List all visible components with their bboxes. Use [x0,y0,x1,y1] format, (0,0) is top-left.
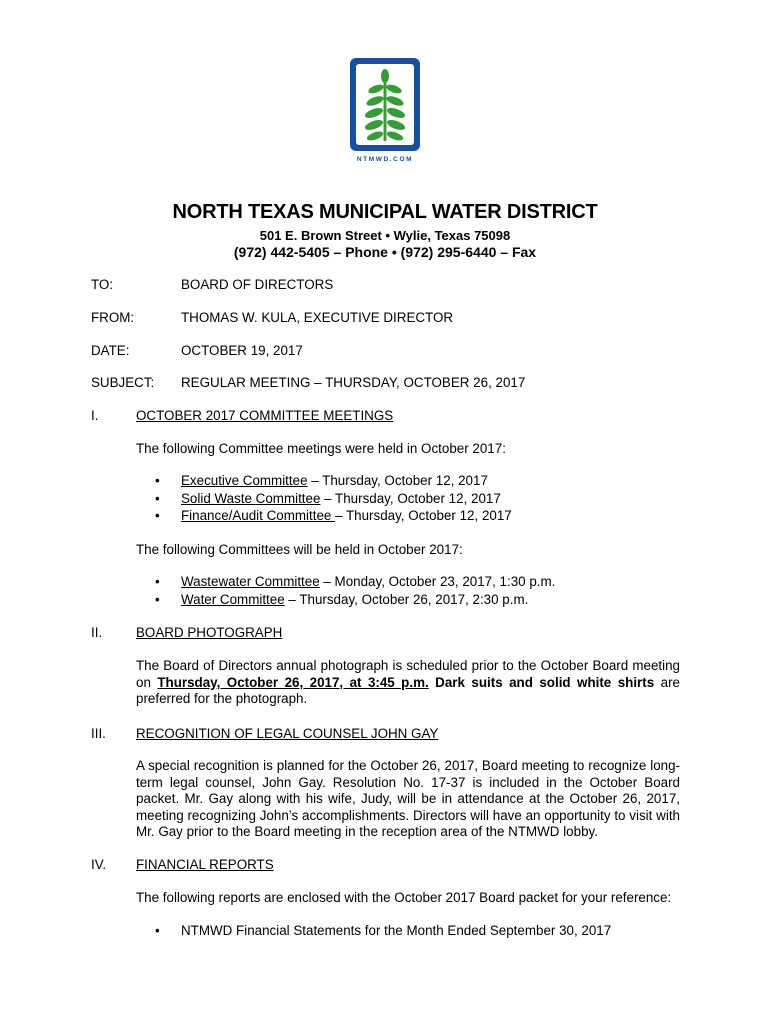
committee-date: – Thursday, October 12, 2017 [307,473,488,488]
subject-label: SUBJECT: [91,375,155,390]
section-heading: FINANCIAL REPORTS [136,857,274,872]
committee-name: Solid Waste Committee [181,490,321,506]
section-paragraph [136,658,680,708]
committee-date: – Monday, October 23, 2017, 1:30 p.m. [319,574,556,589]
ntmwd-logo [348,56,422,168]
section-intro: The following reports are enclosed with the October 2017 Board packet for your reference: [136,890,672,905]
section-heading: RECOGNITION OF LEGAL COUNSEL JOHN GAY [136,726,439,741]
section-intro: The following Committee meetings were held in October 2017: [136,441,506,456]
organization-phone-fax: (972) 442-5405 – Phone • (972) 295-6440 – Fax [233,244,537,260]
committee-date: – Thursday, October 12, 2017 [335,508,512,524]
date-value: OCTOBER 19, 2017 [181,343,303,358]
from-value: THOMAS W. KULA, EXECUTIVE DIRECTOR [181,310,454,325]
committee-date: – Thursday, October 12, 2017 [320,490,501,506]
paragraph-text: The Board of Directors annual photograph is scheduled prior to the October Board meeting on [136,658,680,690]
section-heading: BOARD PHOTOGRAPH [136,625,283,640]
subject-value: REGULAR MEETING – THURSDAY, OCTOBER 26, 2017 [181,375,526,390]
from-label: FROM: [91,310,135,325]
plant-leaves-icon [348,56,422,168]
bullet: • [155,508,160,524]
committee-name: Finance/Audit Committee [181,508,336,524]
bullet: • [155,473,160,488]
report-name: NTMWD Financial Statements for the Month Ended September 30, 2017 [181,923,612,938]
section-heading: OCTOBER 2017 COMMITTEE MEETINGS [136,408,394,423]
section-number: IV. [91,857,107,872]
section-number: III. [91,726,106,741]
section-paragraph: A special recognition is planned for the October 26, 2017, Board meeting to recognize long-term legal counsel, John Gay. Resolution No. 17-37 is included in the October Board packet. Mr. Gay along with his wife, Judy, will be in attendance at the October 26, 2017, meeting recognizing John’s accomplishments. Directors will have an opportunity to visit with Mr. Gay prior to the Board meeting in the reception area of the NTMWD lobby. [136,758,680,840]
committee-name: Executive Committee [181,473,308,488]
to-label: TO: [91,277,114,292]
bullet: • [155,574,160,589]
committee-name: Wastewater Committee [181,574,320,589]
paragraph-text: are preferred for the photograph. [136,674,680,707]
dress-code: Dark suits and solid white shirts [435,674,655,690]
bullet: • [155,923,160,938]
bullet: • [155,490,160,506]
committee-date: – Thursday, October 26, 2017, 2:30 p.m. [284,591,529,607]
bullet: • [155,591,160,607]
committee-name: Water Committee [181,591,285,607]
organization-title: NORTH TEXAS MUNICIPAL WATER DISTRICT [172,201,598,223]
date-label: DATE: [91,343,130,358]
section-intro: The following Committees will be held in October 2017: [136,542,463,557]
to-value: BOARD OF DIRECTORS [181,277,334,292]
logo-caption: NTMWD.COM [356,156,414,163]
section-number: I. [91,408,99,423]
photo-date: Thursday, October 26, 2017, at 3:45 p.m. [157,674,429,690]
section-number: II. [91,625,103,640]
organization-address: 501 E. Brown Street • Wylie, Texas 75098 [259,228,511,243]
